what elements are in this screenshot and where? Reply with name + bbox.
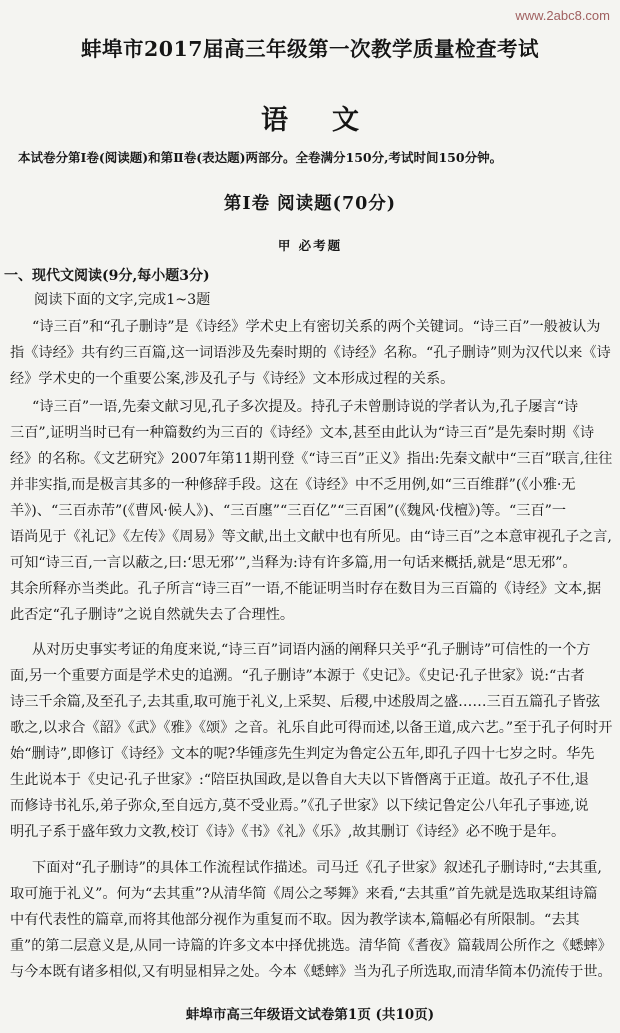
- passage-line: 重”的第二层意义是,从同一诗篇的许多文本中择优挑选。清华简《耆夜》篇载周公所作之《蟋蟀》: [10, 938, 612, 954]
- section-title: 甲 必考题: [277, 238, 343, 253]
- passage-line: “诗三百”和“孔子删诗”是《诗经》学术史上有密切关系的两个关键词。“诗三百”一般被认为: [32, 319, 601, 335]
- passage-line: 阅读下面的文字,完成1~3题: [34, 292, 211, 308]
- passage-line: 歌之,以求合《韶》《武》《雅》《颂》之音。礼乐自此可得而述,以备王道,成六艺。”至于孔子何时开: [10, 720, 613, 736]
- exam-title: 蚌埠市2017届高三年级第一次教学质量检查考试: [80, 37, 540, 61]
- passage-line: 经》学术史的一个重要公案,涉及孔子与《诗经》文本形成过程的关系。: [10, 371, 455, 387]
- passage-line: 可知“诗三百,一言以蔽之,曰:‘思无邪’”,当释为:诗有许多篇,用一句话来概括,就是“思无邪”。: [10, 555, 577, 571]
- passage-line: 语尚见于《礼记》《左传》《周易》等文献,出土文献中也有所见。由“诗三百”之本意审视孔子之言,: [10, 529, 612, 545]
- passage-line: 经》的名称。《文艺研究》2007年第11期刊登《“诗三百”正义》指出:先秦文献中“三百”联言,往往: [10, 451, 613, 467]
- passage-line: 诗三千余篇,及至孔子,去其重,取可施于礼义,上采契、后稷,中述殷周之盛……三百五篇孔子皆弦: [10, 694, 601, 710]
- watermark-url: www.2abc8.com: [515, 8, 610, 23]
- passage-line: 此否定“孔子删诗”之说自然就失去了合理性。: [10, 607, 295, 623]
- passage-line: 生此说本于《史记·孔子世家》:“陪臣执国政,是以鲁自大夫以下皆僭离于正道。故孔子不仕,退: [10, 772, 589, 788]
- passage-line: 与今本既有诸多相似,又有明显相异之处。今本《蟋蟀》当为孔子所选取,而清华简本仍流传于世。: [10, 964, 612, 980]
- exam-instructions: 本试卷分第Ⅰ卷(阅读题)和第Ⅱ卷(表达题)两部分。全卷满分150分,考试时间150分钟。: [18, 150, 503, 165]
- passage-line: 而修诗书礼乐,弟子弥众,至自远方,莫不受业焉。”《孔子世家》以下续记鲁定公八年孔子事迹,说: [10, 798, 589, 814]
- passage-line: 面,另一个重要方面是学术史的追溯。“孔子删诗”本源于《史记》。《史记·孔子世家》说:“古者: [10, 668, 585, 684]
- passage-line: 从对历史事实考证的角度来说,“诗三百”词语内涵的阐释只关乎“孔子删诗”可信性的一个方: [32, 642, 591, 658]
- passage-line: 下面对“孔子删诗”的具体工作流程试作描述。司马迁《孔子世家》叙述孔子删诗时,“去其重,: [32, 860, 602, 876]
- passage-line: 三百”,证明当时已有一种篇数约为三百的《诗经》文本,甚至由此认为“诗三百”是先秦时期《诗: [10, 425, 595, 441]
- passage-line: 明孔子系于盛年致力文教,校订《诗》《书》《礼》《乐》,故其删订《诗经》必不晚于是年。: [10, 824, 566, 840]
- passage-line: 羊》)、“三百赤芾”(《曹风·候人》)、“三百廛”“三百亿”“三百囷”(《魏风·伐檀》)等。“三百”一: [10, 503, 567, 519]
- passage-line: 中有代表性的篇章,而将其他部分视作为重复而不取。因为教学读本,篇幅必有所限制。“去其: [10, 912, 580, 928]
- passage-line: 其余所释亦当类此。孔子所言“诗三百”一语,不能证明当时存在数目为三百篇的《诗经》文本,据: [10, 581, 602, 597]
- part-title: 第Ⅰ卷 阅读题(70分): [223, 194, 397, 214]
- passage-line: 指《诗经》共有约三百篇,这一词语涉及先秦时期的《诗经》名称。“孔子删诗”则为汉代以来《诗: [10, 345, 611, 361]
- passage-line: 始“删诗”,即修订《诗经》文本的呢?华锺彦先生判定为鲁定公五年,即孔子四十七岁之时。华先: [10, 746, 595, 762]
- passage-line: 并非实指,而是极言其多的一种修辞手段。这在《诗经》中不乏用例,如“三百维群”(《小雅·无: [10, 477, 576, 493]
- question-heading: 一、现代文阅读(9分,每小题3分): [4, 268, 210, 284]
- subject-heading: 语文: [261, 105, 403, 136]
- page-footer: 蚌埠市高三年级语文试卷第1页 (共10页): [185, 1007, 435, 1023]
- passage-line: “诗三百”一语,先秦文献习见,孔子多次提及。持孔子未曾删诗说的学者认为,孔子屡言“诗: [32, 399, 579, 415]
- passage-line: 取可施于礼义”。何为“去其重”?从清华简《周公之琴舞》来看,“去其重”首先就是选取某组诗篇: [10, 886, 598, 902]
